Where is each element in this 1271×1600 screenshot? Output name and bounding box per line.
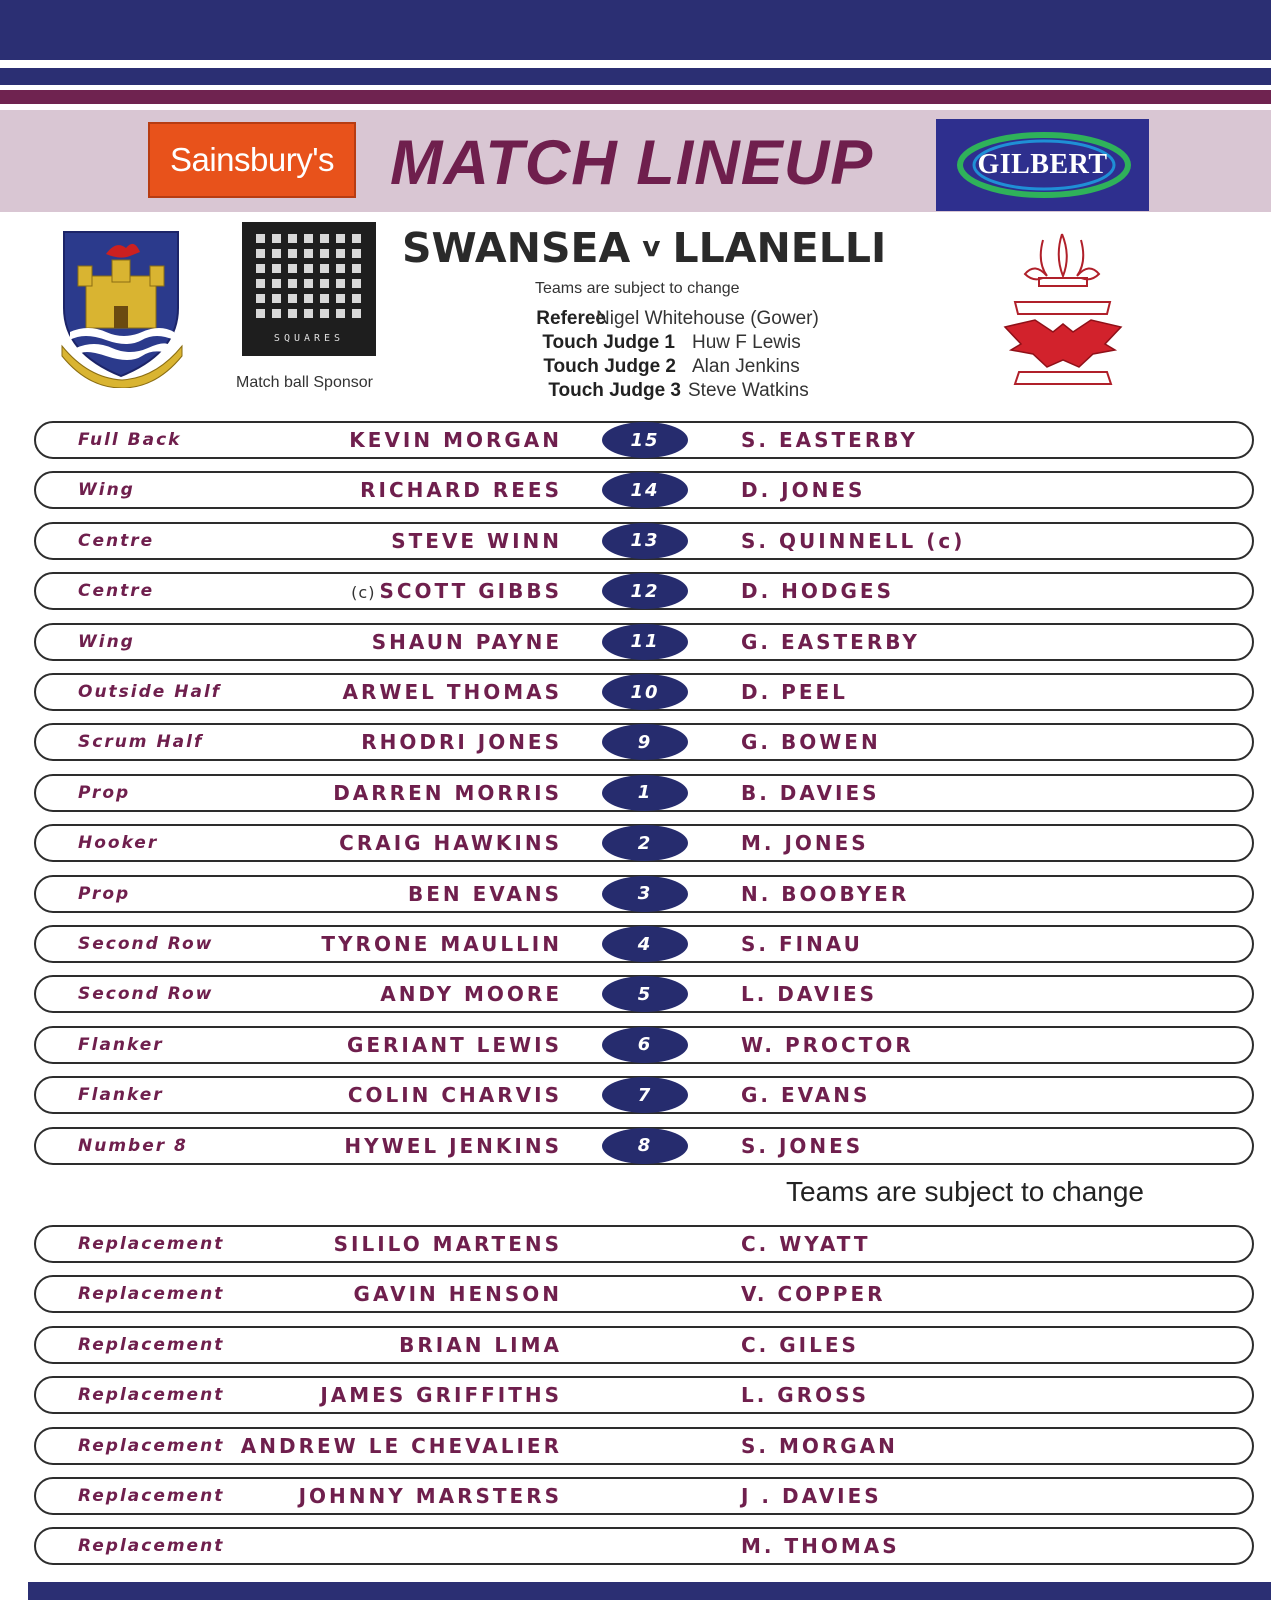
lineup-row (34, 875, 1254, 913)
lineup-row (34, 975, 1254, 1013)
lineup-row (34, 1275, 1254, 1313)
captain-marker: (c) (351, 583, 376, 603)
squares-logo-dot (352, 294, 361, 303)
lineup-row (34, 673, 1254, 711)
lineup-row (34, 1127, 1254, 1165)
squares-logo-dot (256, 249, 265, 258)
swansea-player (372, 630, 562, 654)
swansea-player-name: SCOTT GIBBS (379, 579, 562, 604)
sainsburys-logo (148, 122, 356, 198)
squares-logo-dot (336, 264, 345, 273)
squares-logo-dot (288, 249, 297, 258)
squares-logo-dot (256, 294, 265, 303)
shirt-number-badge: 5 (602, 976, 688, 1012)
position-label: Replacement (78, 1385, 225, 1406)
swansea-player (321, 932, 562, 956)
sainsburys-logo-text: Sainsbury's (169, 141, 335, 178)
lineup-row (34, 1026, 1254, 1064)
lineup-row (34, 723, 1254, 761)
shirt-number-badge: 3 (602, 876, 688, 912)
swansea-player-name: JAMES GRIFFITHS (320, 1383, 562, 1408)
gilbert-logo (936, 119, 1149, 211)
shirt-number-badge: 2 (602, 825, 688, 861)
shirt-number-badge: 15 (602, 422, 688, 458)
shirt-number-badge: 6 (602, 1027, 688, 1063)
swansea-player (334, 1232, 562, 1256)
subject-to-change-note: Teams are subject to change (535, 280, 740, 297)
squares-logo-dot (256, 279, 265, 288)
llanelli-player-name: M. JONES (741, 831, 869, 856)
swansea-player-name: BEN EVANS (407, 881, 562, 906)
swansea-player (241, 1434, 562, 1458)
swansea-player-name: GAVIN HENSON (353, 1282, 562, 1307)
squares-logo-dot (304, 309, 313, 318)
llanelli-player-name: L. GROSS (741, 1383, 870, 1408)
swansea-player (399, 1333, 562, 1357)
swansea-player-name: STEVE WINN (391, 528, 562, 553)
llanelli-player-name: W. PROCTOR (741, 1032, 914, 1057)
swansea-player-name: COLIN CHARVIS (347, 1083, 562, 1108)
swansea-player-name: SHAUN PAYNE (371, 629, 562, 654)
home-team-name: SWANSEA (402, 224, 631, 272)
position-label: Second Row (78, 934, 214, 954)
squares-logo-dot (256, 234, 265, 243)
llanelli-player-name: D. HODGES (741, 579, 894, 604)
position-label: Wing (78, 631, 135, 652)
shirt-number-badge: 9 (602, 724, 688, 760)
swansea-player (343, 680, 562, 704)
top-navy-band (0, 0, 1271, 60)
lineup-row (34, 471, 1254, 509)
squares-logo-dot (320, 234, 329, 243)
squares-logo-dot (288, 234, 297, 243)
shirt-number-badge: 13 (602, 523, 688, 559)
shirt-number-badge: 8 (602, 1128, 688, 1164)
position-label: Centre (78, 530, 155, 551)
lineup-row (34, 522, 1254, 560)
official-role: Touch Judge 1 (542, 332, 675, 353)
away-team-name: LLANELLI (672, 224, 887, 272)
swansea-player (351, 579, 562, 603)
squares-logo-dot (320, 309, 329, 318)
swansea-player (380, 982, 562, 1006)
swansea-player (391, 529, 562, 553)
position-label: Second Row (78, 984, 214, 1005)
swansea-player-name: GERIANT LEWIS (346, 1032, 562, 1057)
lineup-row (34, 572, 1254, 610)
lineup-row (34, 1326, 1254, 1364)
squares-logo-dot (256, 309, 265, 318)
squares-logo-dot (288, 309, 297, 318)
swansea-player (299, 1484, 562, 1508)
llanelli-player-name: D. JONES (741, 478, 866, 503)
shirt-number-badge: 12 (602, 573, 688, 609)
position-label: Hooker (78, 833, 159, 854)
llanelli-player-name: N. BOOBYER (741, 881, 910, 906)
squares-logo-dot (304, 249, 313, 258)
squares-logo-dot (304, 264, 313, 273)
lineup-row (34, 1076, 1254, 1114)
bottom-navy-band (28, 1582, 1271, 1600)
llanelli-player-name: G. EASTERBY (741, 629, 920, 654)
swansea-player-name: SILILO MARTENS (333, 1232, 562, 1256)
llanelli-player-name: S. FINAU (741, 932, 863, 956)
swansea-player (339, 831, 562, 855)
position-label: Replacement (78, 1284, 225, 1305)
swansea-player-name: ANDY MOORE (380, 982, 562, 1007)
swansea-player (349, 428, 562, 452)
shirt-number-badge: 11 (602, 624, 688, 660)
position-label: Prop (78, 782, 131, 803)
llanelli-player-name: S. QUINNELL (c) (741, 528, 966, 553)
squares-logo-dot (304, 279, 313, 288)
squares-logo-dot (320, 249, 329, 258)
position-label: Centre (78, 581, 155, 602)
llanelli-player-name: M. THOMAS (741, 1534, 900, 1559)
squares-logo-dot (352, 264, 361, 273)
swansea-player-name: ARWEL THOMAS (342, 680, 562, 704)
official-name: Huw F Lewis (692, 332, 801, 353)
swansea-player-name: JOHNNY MARSTERS (298, 1484, 562, 1508)
swansea-player (361, 730, 562, 754)
squares-logo-dot (336, 279, 345, 288)
squares-logo-dot (352, 234, 361, 243)
page-title: MATCH LINEUP (390, 128, 874, 198)
llanelli-player-name: C. GILES (741, 1332, 859, 1357)
official-role: Touch Judge 2 (543, 356, 676, 377)
swansea-player-name: RHODRI JONES (361, 730, 562, 755)
lineup-row (34, 1225, 1254, 1263)
gilbert-logo-text: GILBERT (977, 149, 1108, 180)
llanelli-player-name: S. MORGAN (741, 1433, 898, 1458)
squares-logo-dot (352, 279, 361, 288)
position-label: Replacement (78, 1486, 225, 1506)
position-label: Scrum Half (78, 732, 204, 753)
lineup-row (34, 623, 1254, 661)
official-role: Touch Judge 3 (548, 380, 681, 401)
squares-logo-dot (320, 279, 329, 288)
swansea-crest-icon (58, 228, 186, 388)
position-label: Flanker (78, 1034, 164, 1055)
position-label: Replacement (78, 1234, 225, 1254)
llanelli-player-name: C. WYATT (741, 1232, 871, 1256)
swansea-player (333, 781, 562, 805)
squares-logo-dot (256, 264, 265, 273)
squares-logo-dot (272, 279, 281, 288)
position-label: Replacement (78, 1536, 225, 1557)
position-label: Full Back (78, 430, 182, 450)
squares-logo-dot (288, 294, 297, 303)
lineup-row (34, 824, 1254, 862)
shirt-number-badge: 1 (602, 775, 688, 811)
llanelli-crest-icon (995, 232, 1130, 402)
squares-logo-dot (336, 309, 345, 318)
swansea-player-name: ANDREW LE CHEVALIER (240, 1433, 562, 1458)
squares-logo-dot (288, 279, 297, 288)
position-label: Outside Half (78, 682, 222, 702)
squares-logo-dot (320, 264, 329, 273)
swansea-player-name: KEVIN MORGAN (349, 428, 562, 452)
lineup-row (34, 1527, 1254, 1565)
official-name: Alan Jenkins (692, 356, 800, 377)
squares-logo-dot (352, 309, 361, 318)
subject-to-change-note-large: Teams are subject to change (786, 1176, 1144, 1207)
swansea-player (347, 1033, 562, 1057)
shirt-number-badge: 7 (602, 1077, 688, 1113)
lineup-row (34, 774, 1254, 812)
squares-logo-dot (272, 264, 281, 273)
fixture-title (402, 224, 886, 272)
maroon-stripe (0, 90, 1271, 104)
llanelli-player-name: S. JONES (741, 1133, 864, 1158)
squares-logo-dot (272, 309, 281, 318)
swansea-player-name: BRIAN LIMA (399, 1332, 562, 1357)
swansea-player-name: DARREN MORRIS (333, 780, 562, 805)
swansea-player (354, 1282, 562, 1306)
swansea-player (320, 1383, 562, 1407)
squares-logo-dot (352, 249, 361, 258)
lineup-row (34, 1427, 1254, 1465)
swansea-player-name: TYRONE MAULLIN (321, 932, 562, 956)
llanelli-player-name: S. EASTERBY (741, 428, 918, 452)
position-label: Replacement (78, 1435, 225, 1456)
lineup-row (34, 421, 1254, 459)
squares-logo-dot (336, 234, 345, 243)
swansea-player (344, 1134, 562, 1158)
shirt-number-badge: 10 (602, 674, 688, 710)
position-label: Prop (78, 883, 131, 904)
official-name: Steve Watkins (688, 380, 809, 401)
llanelli-player-name: B. DAVIES (741, 780, 880, 805)
squares-logo-text: SQUARES (273, 333, 345, 344)
llanelli-player-name: L. DAVIES (741, 982, 878, 1007)
llanelli-player-name: V. COPPER (741, 1282, 886, 1307)
squares-logo-dot (336, 294, 345, 303)
squares-logo-dot (272, 249, 281, 258)
position-label: Wing (78, 480, 135, 501)
squares-logo (242, 222, 376, 356)
squares-logo-dot (304, 234, 313, 243)
swansea-player (408, 882, 562, 906)
llanelli-player-name: D. PEEL (741, 680, 848, 704)
llanelli-player-name: G. BOWEN (741, 730, 881, 755)
official-name: Nigel Whitehouse (Gower) (596, 308, 819, 329)
lineup-row (34, 1477, 1254, 1515)
squares-logo-dot (288, 264, 297, 273)
lineup-row (34, 1376, 1254, 1414)
swansea-player-name: HYWEL JENKINS (344, 1133, 562, 1158)
official-role: Referee (536, 308, 606, 329)
navy-stripe (0, 68, 1271, 85)
lineup-row (34, 925, 1254, 963)
swansea-player (360, 478, 562, 502)
squares-logo-dot (320, 294, 329, 303)
swansea-player (348, 1083, 562, 1107)
ball-sponsor-caption: Match ball Sponsor (236, 374, 373, 391)
swansea-player-name: RICHARD REES (360, 478, 562, 503)
versus-label: v (642, 230, 661, 263)
squares-logo-dot (304, 294, 313, 303)
squares-logo-dot (272, 294, 281, 303)
position-label: Number 8 (78, 1135, 188, 1156)
shirt-number-badge: 14 (602, 472, 688, 508)
position-label: Replacement (78, 1334, 225, 1355)
squares-logo-dot (272, 234, 281, 243)
llanelli-player-name: J . DAVIES (741, 1484, 882, 1508)
squares-logo-dot (336, 249, 345, 258)
swansea-player-name: CRAIG HAWKINS (339, 831, 562, 856)
shirt-number-badge: 4 (602, 926, 688, 962)
position-label: Flanker (78, 1085, 164, 1106)
llanelli-player-name: G. EVANS (741, 1083, 871, 1108)
